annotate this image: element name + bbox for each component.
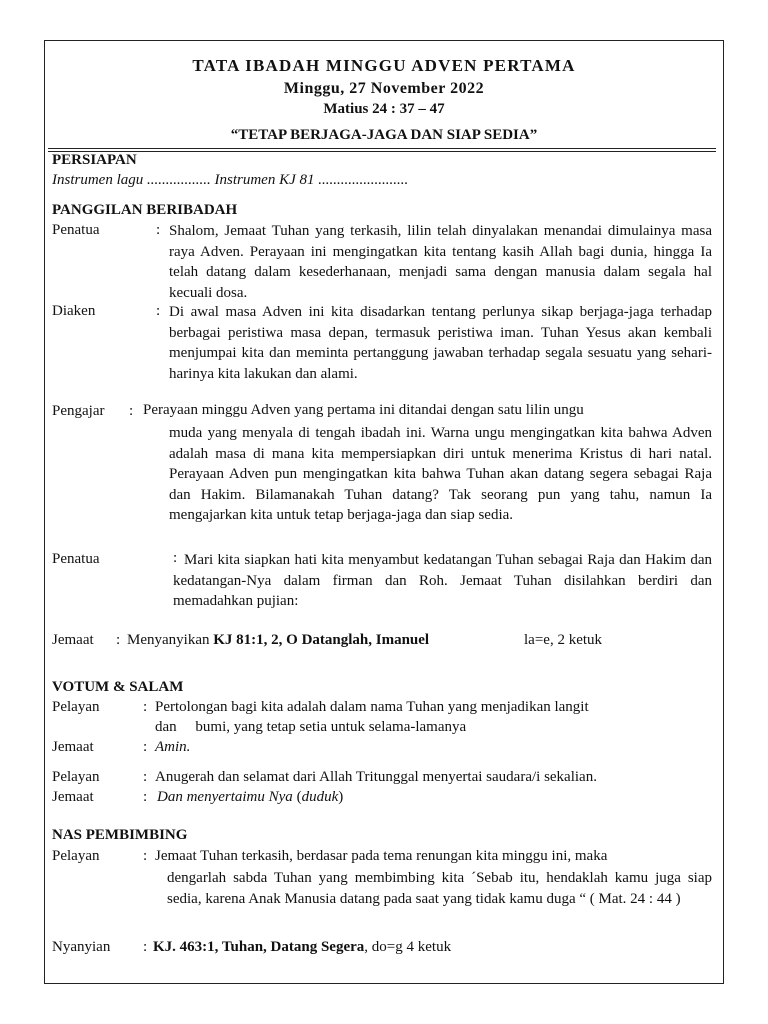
jemaat-song-key: la=e, 2 ketuk (524, 632, 603, 648)
jemaat-response-colon: : (143, 789, 148, 805)
jemaat-prefix: Menyanyikan (127, 632, 214, 648)
pelayan-colon: : (143, 699, 148, 715)
section-nas-heading: NAS PEMBIMBING (52, 827, 188, 843)
persiapan-text: Instrumen lagu ................. Instrumen KJ 81 ........................ (52, 172, 409, 188)
pelayan-votum-line2: dan bumi, yang tetap setia untuk selama-lamanya (155, 719, 467, 735)
pengajar-label: Pengajar (52, 403, 105, 419)
jemaat-response-text: Dan menyertaimu Nya (duduk) (157, 789, 344, 805)
pelayan-salam-label: Pelayan (52, 769, 100, 785)
pengajar-text: muda yang menyala di tengah ibadah ini. Warna ungu mengingatkan kita bahwa Adven adalah masa di mana kita mempersiapkan diri untuk menerima Kristus di hari natal. Perayaan Adven pun mengingatkan kita bahwa Tuhan akan datang segera sebagai Raja dan Hakim. Bilamanakah Tuhan datang? Tak seorang pun yang tahu, namun Ia mengajarkan kita untuk tetap berjaga-jaga dan siap sedia. (169, 425, 712, 523)
pelayan-salam-colon: : (143, 769, 148, 785)
jemaat-song: KJ 81:1, 2, O Datanglah, Imanuel (213, 632, 430, 648)
jemaat-song-line (52, 632, 603, 649)
penatua-text: Shalom, Jemaat Tuhan yang terkasih, lilin telah dinyalakan menandai dimulainya masa raya Adven. Perayaan ini mengingatkan kita tentang kasih Allah bagi dunia, hingga Ia telah datang dalam kesederhanaan, menjadi sama dengan manusia dalam segala hal kecuali dosa. (169, 223, 712, 301)
nyanyian-colon: : (143, 939, 148, 955)
diaken-label: Diaken (52, 303, 96, 319)
nyanyian-song-line (153, 939, 451, 956)
service-theme: “TETAP BERJAGA-JAGA DAN SIAP SEDIA” (230, 127, 538, 143)
pelayan-votum-line1: Pertolongan bagi kita adalah dalam nama Tuhan yang menjadikan langit (155, 699, 589, 715)
penatua-colon: : (156, 222, 161, 238)
header-divider-top (48, 148, 716, 149)
service-date: Minggu, 27 November 2022 (283, 80, 485, 97)
jemaat-amin-text: Amin. (155, 739, 191, 755)
penatua2-colon: : (173, 550, 178, 566)
nas-pelayan-colon: : (143, 848, 148, 864)
nas-text: dengarlah sabda Tuhan yang membimbing kita ´Sebab itu, hendaklah kamu juga siap sedia, karena Anak Manusia datang pada saat yang tidak kamu duga “ ( Mat. 24 : 44 ) (167, 870, 712, 907)
nas-pelayan-label: Pelayan (52, 848, 100, 864)
jemaat-amin-label: Jemaat (52, 739, 94, 755)
header-divider-bottom (48, 151, 716, 152)
penatua2-text: Mari kita siapkan hati kita menyambut kedatangan Tuhan sebagai Raja dan Hakim dan kedatangan-Nya dalam firman dan Roh. Jemaat Tuhan disilahkan berdiri dan memadahkan pujian: (173, 552, 712, 609)
document-title: TATA IBADAH MINGGU ADVEN PERTAMA (192, 56, 576, 75)
pengajar-colon: : (129, 403, 134, 419)
pelayan-label: Pelayan (52, 699, 100, 715)
scripture-reading: Matius 24 : 37 – 47 (323, 101, 445, 117)
section-persiapan-heading: PERSIAPAN (52, 152, 137, 168)
section-votum-heading: VOTUM & SALAM (52, 679, 184, 695)
pelayan-salam-text: Anugerah dan selamat dari Allah Tritunggal menyertai saudara/i sekalian. (155, 769, 597, 785)
jemaat-label: Jemaat (52, 632, 94, 648)
persiapan-line (52, 172, 408, 189)
section-panggilan-heading: PANGGILAN BERIBADAH (52, 202, 238, 218)
nyanyian-label: Nyanyian (52, 939, 111, 955)
nas-first-line: Jemaat Tuhan terkasih, berdasar pada tema renungan kita minggu ini, maka (155, 848, 608, 864)
jemaat-amin-colon: : (143, 739, 148, 755)
pengajar-first-line: Perayaan minggu Adven yang pertama ini ditandai dengan satu lilin ungu (143, 402, 584, 418)
nyanyian-key: , do=g 4 ketuk (364, 939, 452, 955)
nyanyian-song: KJ. 463:1, Tuhan, Datang Segera (153, 939, 365, 955)
penatua-label: Penatua (52, 222, 100, 238)
diaken-colon: : (156, 303, 161, 319)
diaken-text: Di awal masa Adven ini kita disadarkan tentang perlunya sikap berjaga-jaga terhadap berbagai peristiwa masa depan, termasuk peristiwa iman. Tuhan Yesus akan kembali menjumpai kita dan meminta pertanggung jawaban terhadap segala sesuatu yang sehari-harinya kita lakukan dan alami. (169, 304, 712, 382)
jemaat-colon: : (116, 632, 121, 648)
penatua2-label: Penatua (52, 551, 100, 567)
jemaat-response-label: Jemaat (52, 789, 94, 805)
